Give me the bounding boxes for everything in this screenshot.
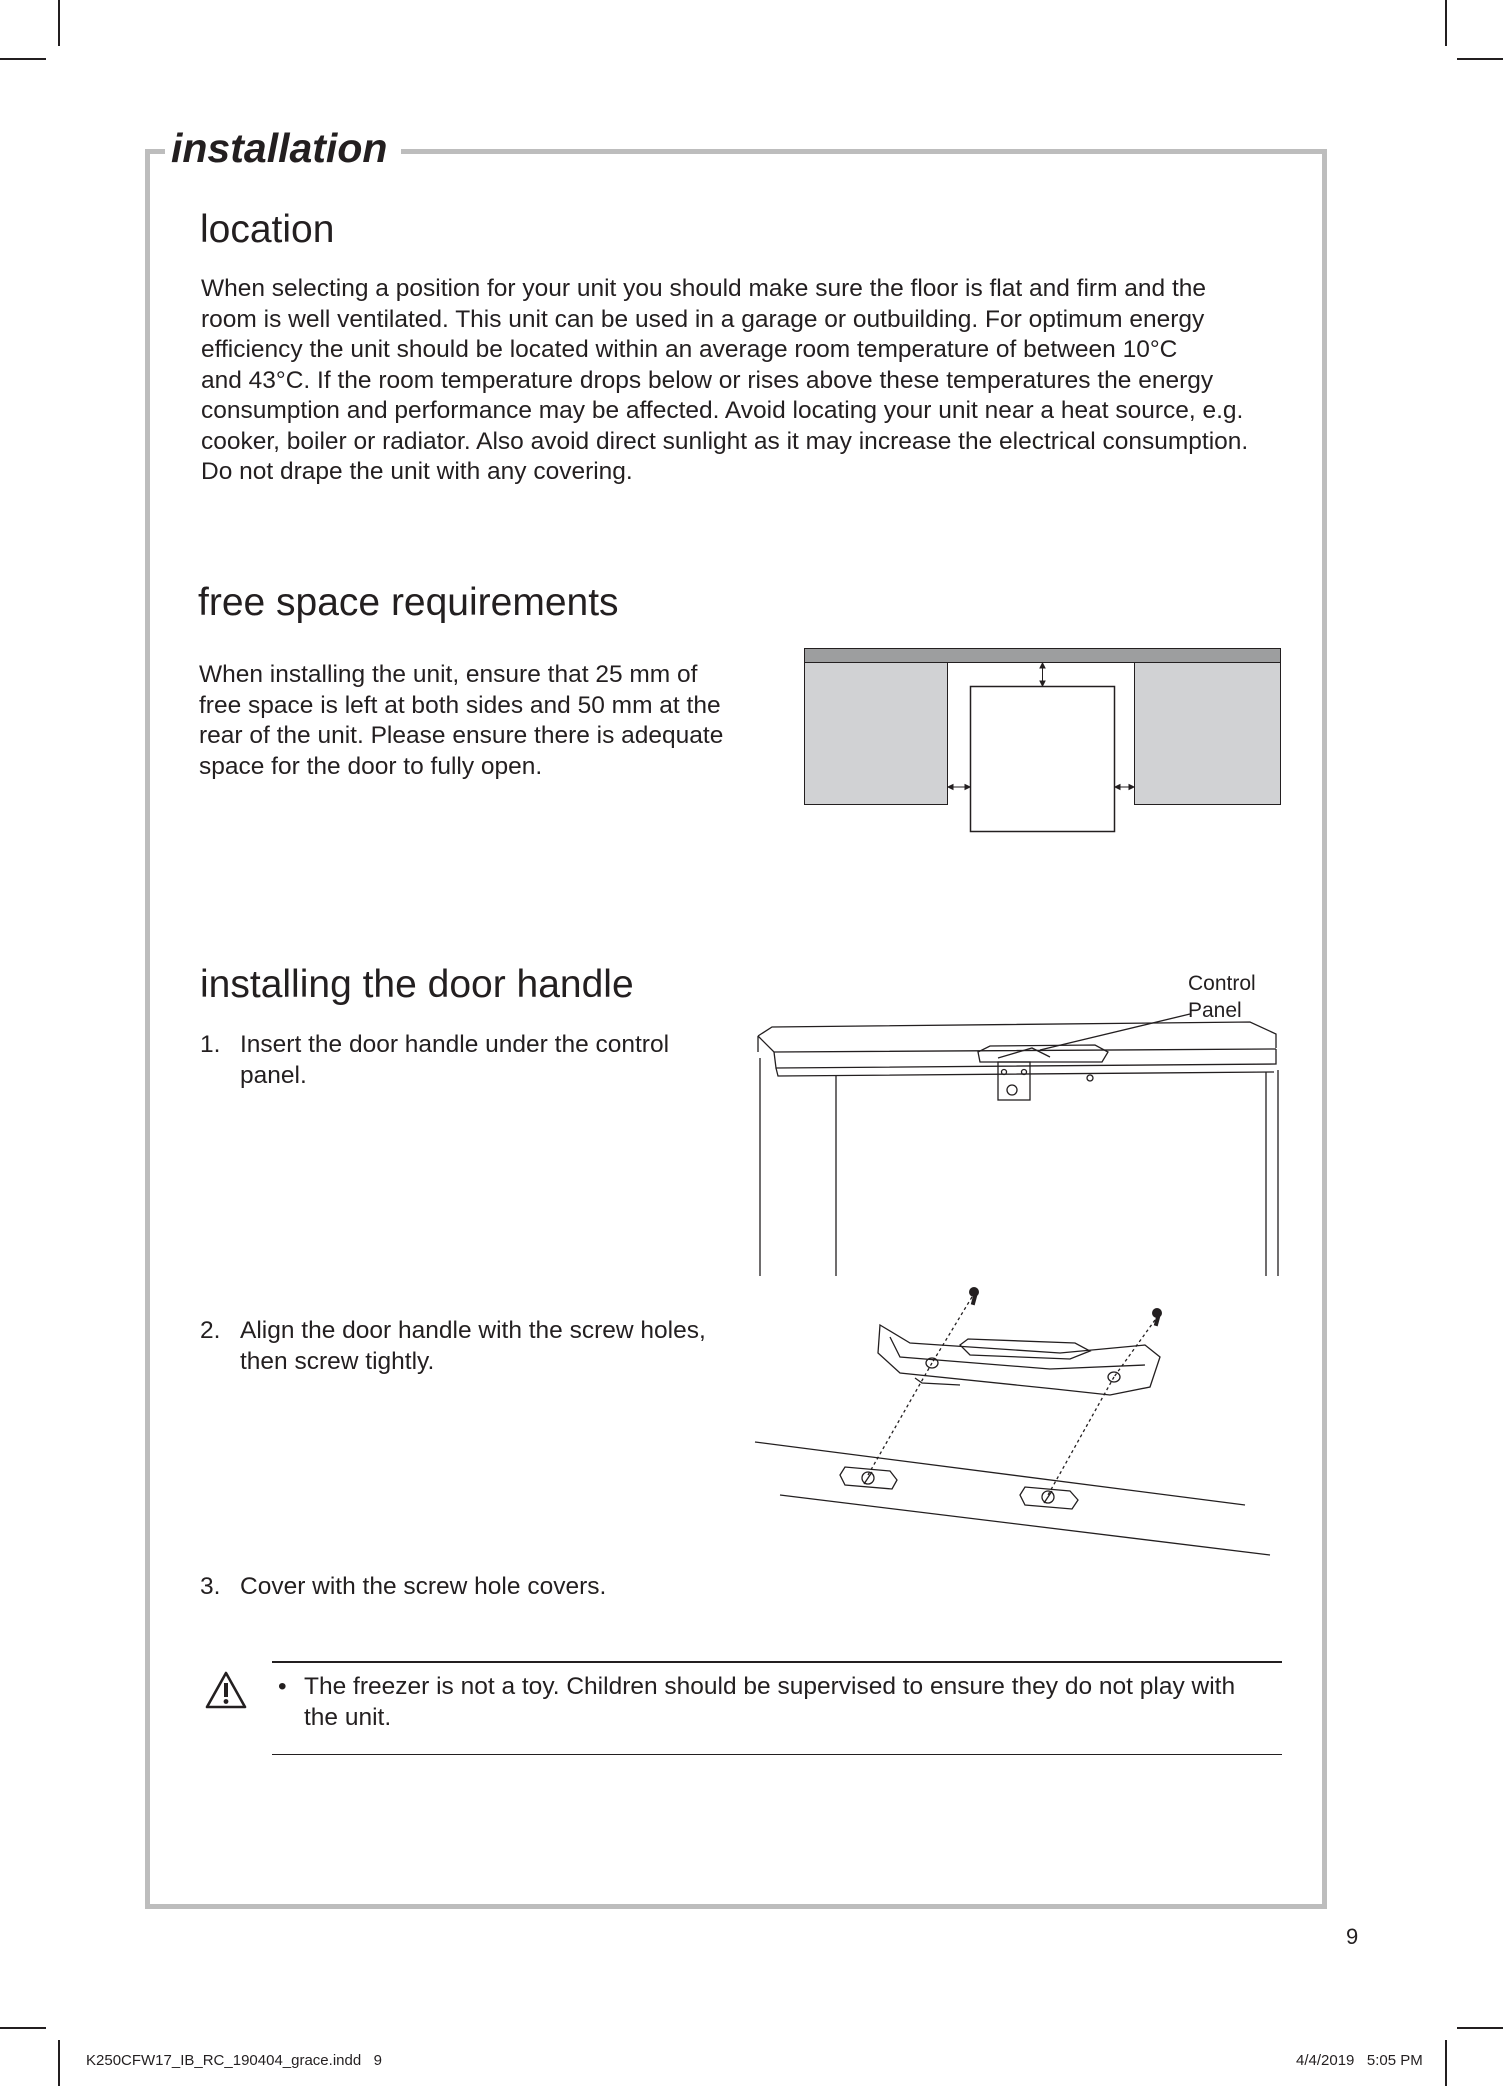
step-number: 3. — [200, 1573, 221, 1600]
right-cabinet — [1135, 663, 1281, 805]
left-cabinet — [805, 663, 948, 805]
right-gap-arrow — [1115, 785, 1134, 790]
guide-line — [868, 1363, 932, 1475]
crop-mark — [0, 2027, 46, 2029]
step-number: 2. — [200, 1317, 221, 1344]
crop-mark — [1445, 0, 1447, 46]
text-line: The freezer is not a toy. Children should be supervised to ensure they do not play with — [304, 1673, 1236, 1700]
text-line: efficiency the unit should be located within an average room temperature of between 10°C — [201, 336, 1178, 363]
rear-gap-arrow — [1040, 663, 1045, 686]
handle-screw-illustration — [750, 1285, 1280, 1565]
text-line: When selecting a position for your unit you should make sure the floor is flat and firm and the — [201, 275, 1207, 302]
step-text — [240, 1315, 706, 1377]
page-number: 9 — [1346, 1924, 1359, 1949]
text-line: free space is left at both sides and 50 mm at the — [199, 691, 721, 719]
freezer-illustration — [750, 1000, 1290, 1280]
guide-line — [932, 1297, 972, 1363]
text-line: room is well ventilated. This unit can be used in a garage or outbuilding. For optimum energy — [201, 305, 1205, 333]
footer-file-name: K250CFW17_IB_RC_190404_grace.indd 9 — [86, 2052, 383, 2069]
crop-mark — [1457, 2027, 1503, 2029]
door-handle-heading: installing the door handle — [200, 963, 634, 1006]
warning-rule-bottom — [272, 1754, 1282, 1755]
control-panel-leader — [1040, 1014, 1190, 1050]
lid-top — [758, 1022, 1276, 1048]
warning-lines — [304, 1672, 1284, 1733]
text-line: the unit. — [304, 1703, 392, 1731]
step-text — [240, 1571, 606, 1602]
text-line: Control — [1188, 972, 1256, 995]
text-line: rear of the unit. Please ensure there is adequate — [199, 722, 724, 749]
step-2 — [200, 1315, 740, 1379]
screw — [1152, 1308, 1162, 1326]
step-number: 1. — [200, 1031, 221, 1058]
text-line: When installing the unit, ensure that 25 mm of — [199, 661, 698, 688]
screw-hole-cover — [1020, 1487, 1078, 1509]
text-line: consumption and performance may be affected. Avoid locating your unit near a heat source, e.g. — [201, 397, 1244, 424]
freezer-unit — [971, 687, 1115, 832]
text-line: Insert the door handle under the control — [240, 1031, 670, 1058]
screw-hole-cover — [840, 1467, 897, 1489]
screw — [969, 1287, 979, 1305]
step-text — [240, 1029, 669, 1091]
guide-line — [1048, 1377, 1114, 1495]
text-line: space for the door to fully open. — [199, 752, 543, 780]
location-paragraph — [201, 274, 1311, 488]
text-line: Do not drape the unit with any covering. — [201, 458, 633, 485]
text-line: panel. — [240, 1062, 307, 1089]
section-title: installation — [165, 120, 401, 176]
text-line: Align the door handle with the screw holes, — [240, 1317, 706, 1344]
crop-mark — [1445, 2040, 1447, 2086]
location-heading: location — [200, 208, 335, 251]
left-gap-arrow — [948, 785, 970, 790]
step-1 — [200, 1029, 720, 1093]
text-line: cooker, boiler or radiator. Also avoid direct sunlight as it may increase the electrical consumption. — [201, 427, 1249, 455]
free-space-heading: free space requirements — [198, 581, 619, 624]
warning-rule-top — [272, 1661, 1282, 1663]
text-line: Cover with the screw hole covers. — [240, 1573, 607, 1600]
lid-edge-line — [755, 1442, 1245, 1505]
crop-mark — [1457, 58, 1503, 60]
bullet: • — [278, 1673, 287, 1700]
text-line: and 43°C. If the room temperature drops below or rises above these temperatures the energy — [201, 366, 1214, 394]
text-line: Panel — [1188, 999, 1242, 1022]
crop-mark — [0, 58, 46, 60]
text-line: then screw tightly. — [240, 1348, 435, 1375]
warning-icon — [204, 1670, 248, 1710]
footer-date: 4/4/2019 5:05 PM — [1296, 2052, 1423, 2069]
free-space-paragraph — [199, 660, 759, 782]
step-3 — [200, 1571, 740, 1603]
free-space-diagram — [804, 648, 1282, 834]
crop-mark — [58, 2040, 60, 2086]
crop-mark — [58, 0, 60, 46]
handle-grip — [960, 1339, 1090, 1359]
rear-wall — [805, 649, 1281, 663]
